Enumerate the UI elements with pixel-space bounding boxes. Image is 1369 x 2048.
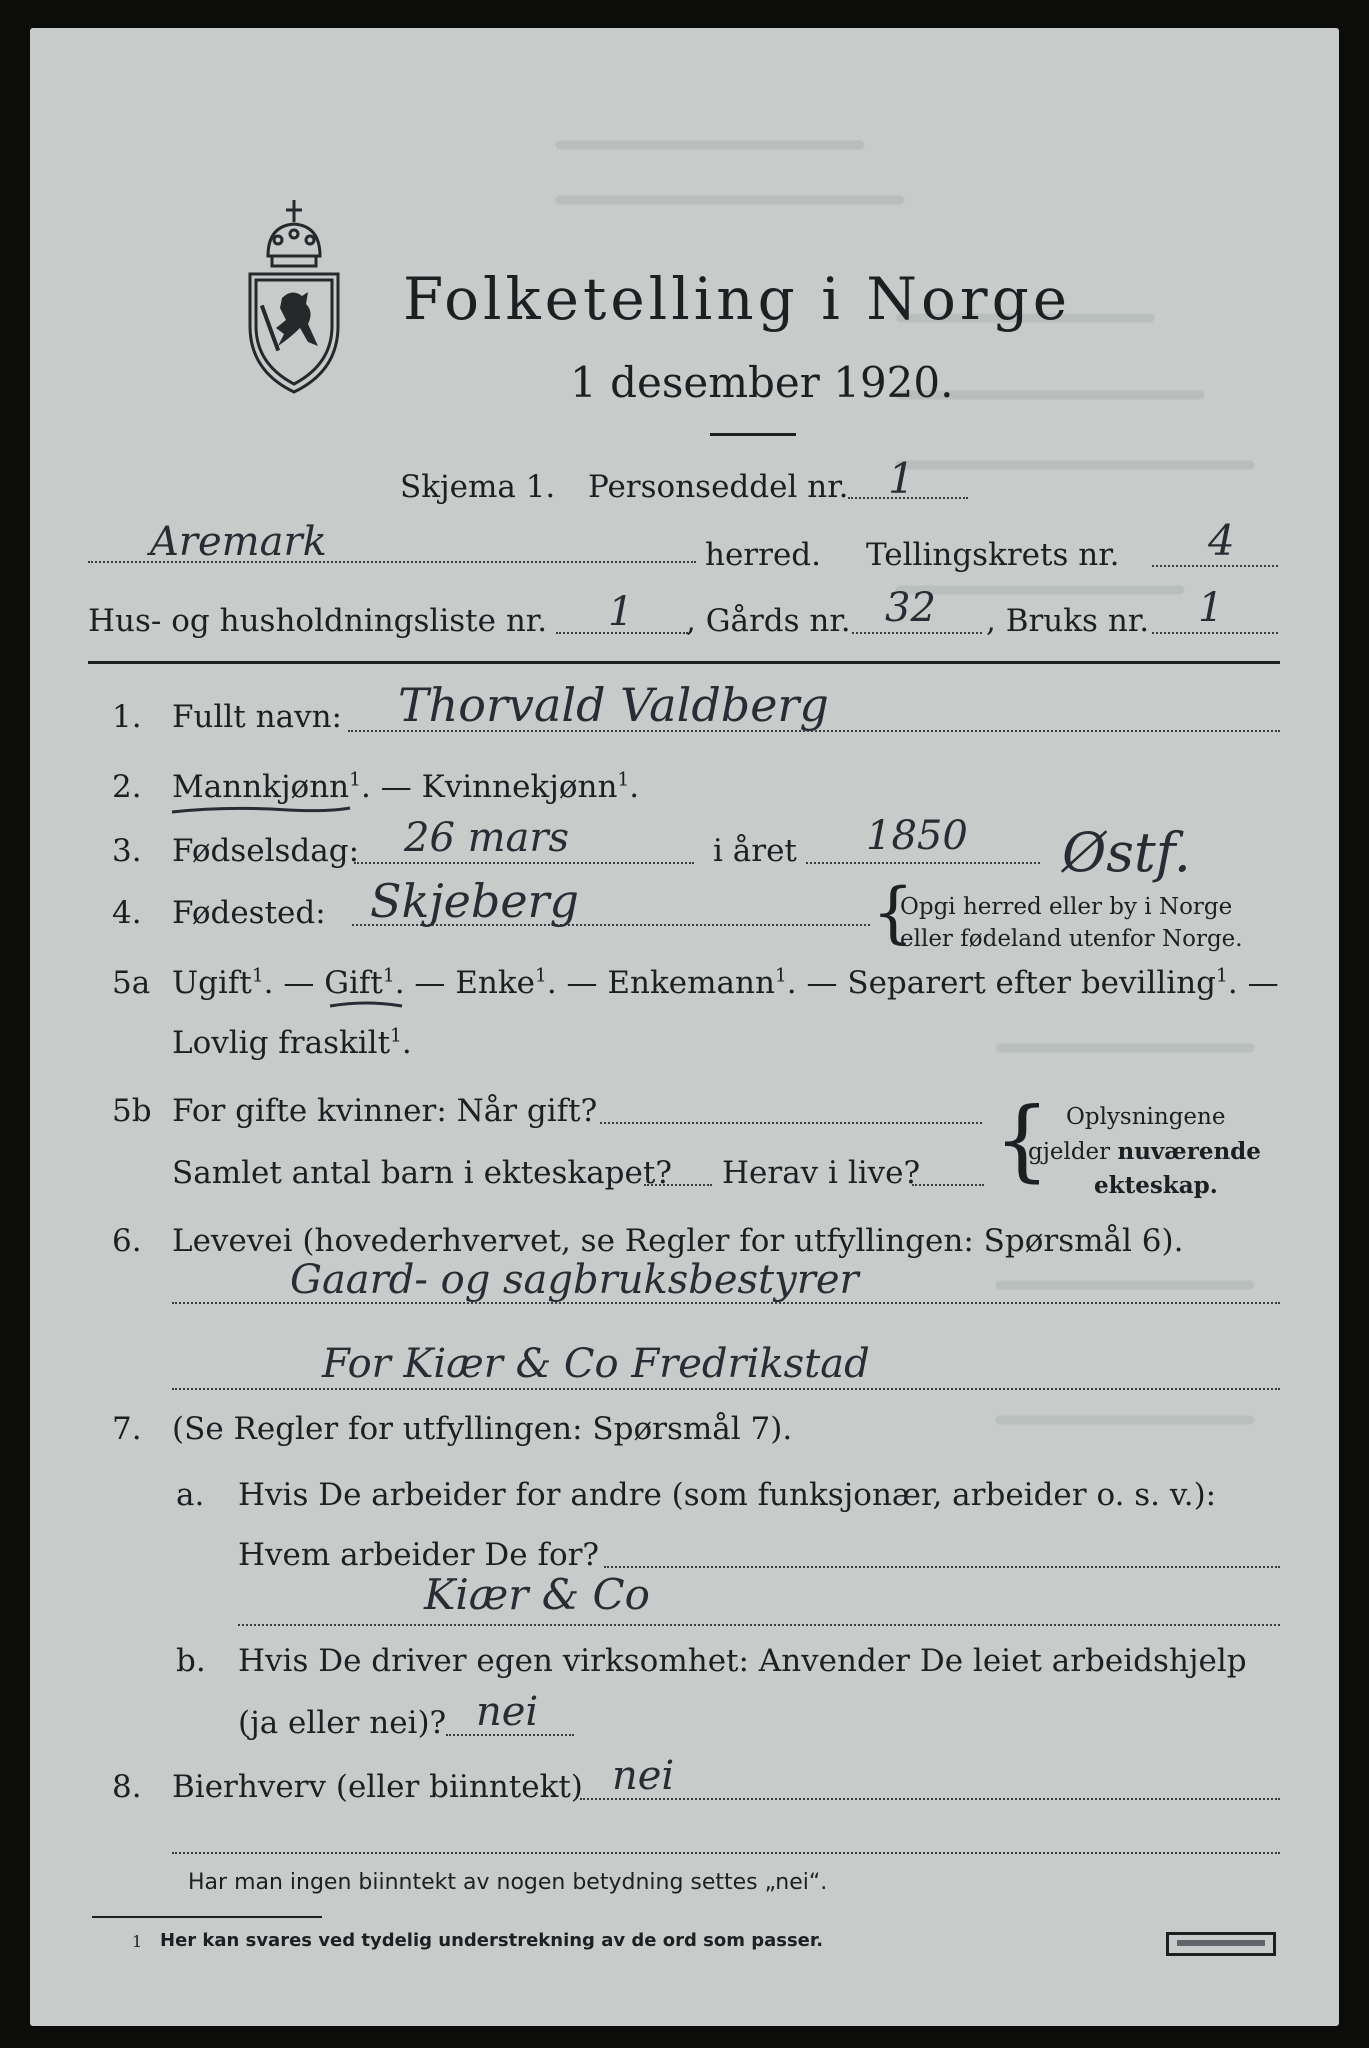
gards-value: 32 bbox=[885, 585, 936, 631]
female-option[interactable]: Kvinnekjønn bbox=[421, 769, 618, 805]
ugift-option[interactable]: Ugift bbox=[172, 965, 252, 1001]
birthday-field[interactable] bbox=[354, 862, 694, 864]
gards-label: , Gårds nr. bbox=[686, 603, 851, 639]
birthplace-note-2: eller fødeland utenfor Norge. bbox=[900, 926, 1243, 952]
side-income-value: nei bbox=[612, 1753, 675, 1799]
birth-year-value: 1850 bbox=[866, 813, 968, 859]
enke-option[interactable]: Enke bbox=[455, 965, 535, 1001]
q8-label: Bierhverv (eller biinntekt) bbox=[172, 1769, 583, 1805]
q7a-label: Hvis De arbeider for andre (som funksjonær, arbeider o. s. v.): bbox=[238, 1477, 1217, 1513]
gards-field[interactable] bbox=[852, 632, 982, 634]
q5a-options: Ugift$^1$. — Gift$^1$. — Enke$^1$. — Enkemann$^1$. — Separert efter bevilling$^1$. — bbox=[172, 965, 1279, 1001]
birth-year-field[interactable] bbox=[806, 862, 1040, 864]
title-divider bbox=[710, 433, 796, 436]
occupation-value-2: For Kiær & Co Fredrikstad bbox=[322, 1341, 870, 1387]
q5b-note-3: ekteskap. bbox=[1094, 1172, 1218, 1199]
q6-number: 6. bbox=[112, 1223, 142, 1259]
q7-number: 7. bbox=[112, 1411, 142, 1447]
children-alive-field[interactable] bbox=[912, 1184, 984, 1186]
bruks-label: , Bruks nr. bbox=[986, 603, 1150, 639]
q5b-label-2: Samlet antal barn i ekteskapet? bbox=[172, 1155, 672, 1191]
q5b-label-3: Herav i live? bbox=[722, 1155, 921, 1191]
children-count-field[interactable] bbox=[644, 1184, 712, 1186]
q2-number: 2. bbox=[112, 769, 142, 805]
employer-field-2[interactable] bbox=[238, 1624, 1280, 1626]
form-title: Folketelling i Norge bbox=[403, 265, 1072, 333]
gift-option[interactable]: Gift bbox=[324, 965, 383, 1001]
fraskilt-option[interactable]: Lovlig fraskilt bbox=[172, 1025, 391, 1061]
q7b-question: (ja eller nei)? bbox=[238, 1705, 447, 1741]
bruks-value: 1 bbox=[1198, 585, 1224, 631]
q1-number: 1. bbox=[112, 699, 142, 735]
hired-help-value: nei bbox=[476, 1689, 539, 1735]
q5b-note-1: Oplysningene bbox=[1066, 1104, 1226, 1130]
footer-note: Har man ingen biinntekt av nogen betydning settes „nei“. bbox=[188, 1870, 828, 1895]
side-income-field-2[interactable] bbox=[172, 1852, 1280, 1854]
employer-field-1[interactable] bbox=[604, 1566, 1280, 1568]
header-rule bbox=[88, 661, 1280, 664]
year-label: i året bbox=[713, 833, 797, 869]
q2-options: Mannkjønn$^1$. — Kvinnekjønn$^1$. bbox=[172, 769, 640, 805]
tellingskrets-value: 4 bbox=[1208, 516, 1235, 565]
herred-value: Aremark bbox=[150, 519, 327, 565]
hus-label: Hus- og husholdningsliste nr. bbox=[88, 603, 548, 639]
skjema-label: Skjema 1. bbox=[400, 469, 556, 505]
tellingskrets-label: Tellingskrets nr. bbox=[866, 537, 1120, 573]
full-name-value: Thorvald Valdberg bbox=[398, 678, 829, 732]
q3-label: Fødselsdag: bbox=[172, 833, 360, 869]
q5b-number: 5b bbox=[112, 1093, 152, 1129]
footnote-marker: 1 bbox=[132, 1932, 143, 1951]
birthday-value: 26 mars bbox=[404, 815, 570, 861]
q6-label: Levevei (hovederhvervet, se Regler for utfyllingen: Spørsmål 6). bbox=[172, 1223, 1184, 1259]
footnote-text: Her kan svares ved tydelig understrekning av de ord som passer. bbox=[160, 1930, 824, 1951]
q7b-letter: b. bbox=[176, 1643, 206, 1679]
hus-value: 1 bbox=[608, 589, 634, 635]
q3-number: 3. bbox=[112, 833, 142, 869]
q4-label: Fødested: bbox=[172, 895, 326, 931]
norway-coat-of-arms-icon bbox=[238, 196, 350, 396]
herred-label: herred. bbox=[705, 537, 821, 573]
occupation-value-1: Gaard- og sagbruksbestyrer bbox=[290, 1257, 859, 1303]
q5b-label-1: For gifte kvinner: Når gift? bbox=[172, 1093, 598, 1129]
q1-label: Fullt navn: bbox=[172, 699, 342, 735]
birthplace-note-1: Opgi herred eller by i Norge bbox=[900, 894, 1233, 920]
q7b-label: Hvis De driver egen virksomhet: Anvender De leiet arbeidshjelp bbox=[238, 1643, 1247, 1679]
census-date: 1 desember 1920. bbox=[570, 358, 954, 407]
married-when-field[interactable] bbox=[600, 1122, 982, 1124]
q4-number: 4. bbox=[112, 895, 142, 931]
occupation-field-2[interactable] bbox=[172, 1388, 1280, 1390]
q7a-question: Hvem arbeider De for? bbox=[238, 1537, 600, 1573]
employer-value: Kiær & Co bbox=[424, 1570, 650, 1619]
personseddel-value: 1 bbox=[888, 454, 915, 503]
footnote-rule bbox=[92, 1916, 322, 1918]
male-option[interactable]: Mannkjønn bbox=[172, 769, 350, 805]
q8-number: 8. bbox=[112, 1769, 142, 1805]
personseddel-label: Personseddel nr. bbox=[588, 469, 849, 505]
q7a-letter: a. bbox=[176, 1477, 205, 1513]
separert-option[interactable]: Separert efter bevilling bbox=[847, 965, 1217, 1001]
margin-note-value: Østf. bbox=[1062, 821, 1191, 884]
q5a-number: 5a bbox=[112, 965, 151, 1001]
q5b-brace: { bbox=[994, 1088, 1050, 1191]
q4-brace: { bbox=[872, 874, 914, 951]
printer-stamp bbox=[1166, 1932, 1276, 1956]
q5b-note-2: gjelder nuværende bbox=[1028, 1138, 1261, 1165]
tellingskrets-field[interactable] bbox=[1152, 565, 1278, 567]
male-underline-mark bbox=[168, 802, 354, 818]
q5a-fraskilt: Lovlig fraskilt$^1$. bbox=[172, 1025, 412, 1061]
gift-underline-mark bbox=[326, 998, 406, 1012]
bruks-field[interactable] bbox=[1152, 632, 1278, 634]
enkemann-option[interactable]: Enkemann bbox=[607, 965, 775, 1001]
q7-label: (Se Regler for utfyllingen: Spørsmål 7). bbox=[172, 1411, 793, 1447]
birthplace-value: Skjeberg bbox=[370, 874, 579, 928]
side-income-field-1[interactable] bbox=[580, 1798, 1280, 1800]
